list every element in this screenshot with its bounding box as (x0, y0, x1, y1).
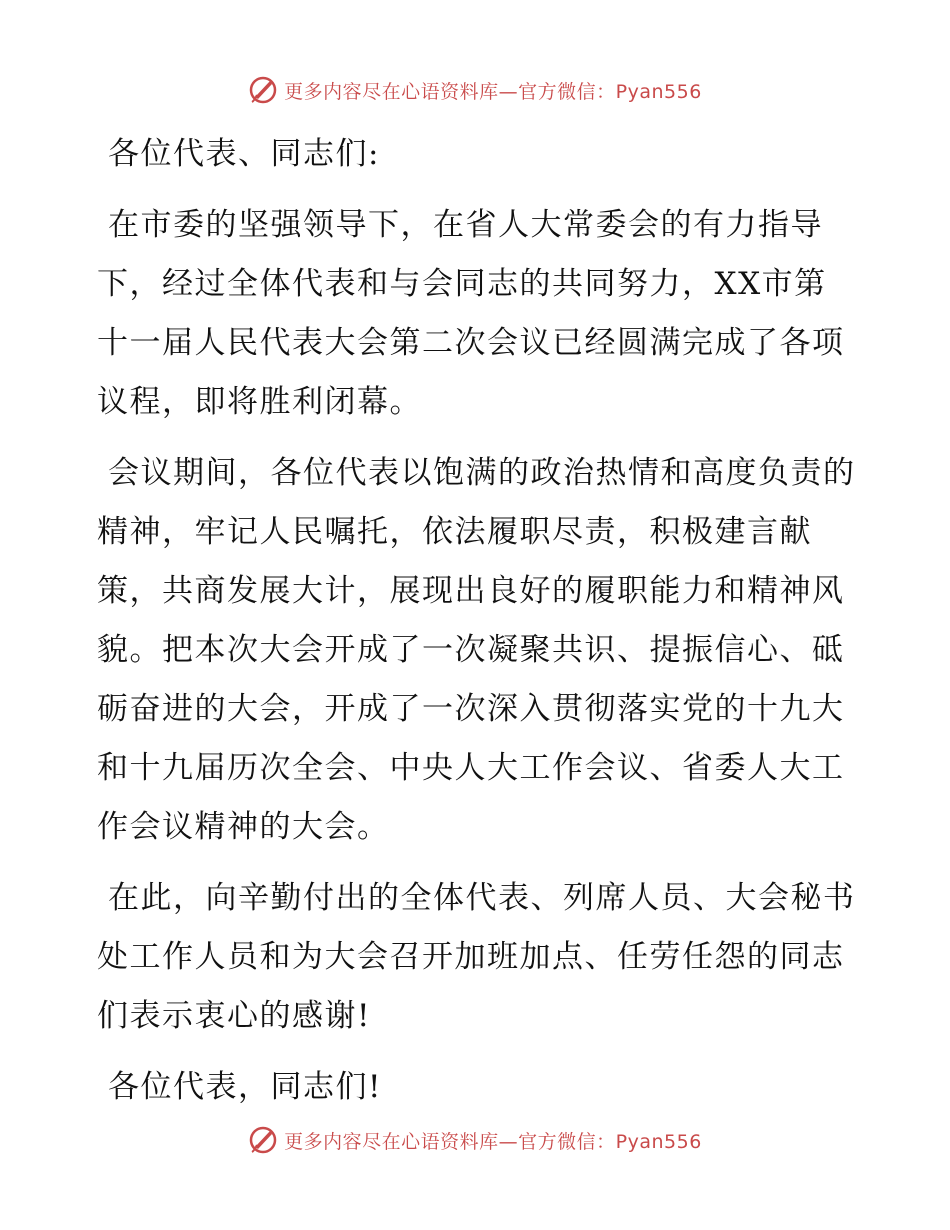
paragraph: 在市委的坚强领导下，在省人大常委会的有力指导下，经过全体代表和与会同志的共同努力，XX市第十一届人民代表大会第二次会议已经圆满完成了各项议程，即将胜利闭幕。 (97, 207, 845, 420)
document-body (97, 125, 857, 1129)
quill-pen-logo-icon (248, 1125, 278, 1155)
watermark-text: 更多内容尽在心语资料库—官方微信：Pyan556 (284, 1130, 702, 1153)
quill-pen-logo-icon (248, 75, 278, 105)
footer-watermark (0, 1120, 950, 1160)
salutation: 各位代表、同志们: (108, 136, 380, 172)
header-watermark (0, 70, 950, 110)
closing-salutation: 各位代表，同志们! (108, 1069, 382, 1105)
paragraph: 在此，向辛勤付出的全体代表、列席人员、大会秘书处工作人员和为大会召开加班加点、任劳任怨的同志们表示衷心的感谢! (97, 880, 856, 1034)
paragraph: 会议期间，各位代表以饱满的政治热情和高度负责的精神，牢记人民嘱托，依法履职尽责，积极建言献策，共商发展大计，展现出良好的履职能力和精神风貌。把本次大会开成了一次凝聚共识、提振信心、砥砺奋进的大会，开成了一次深入贯彻落实党的十九大和十九届历次全会、中央人大工作会议、省委人大工作会议精神的大会。 (97, 455, 856, 845)
watermark-text: 更多内容尽在心语资料库—官方微信：Pyan556 (284, 80, 702, 103)
